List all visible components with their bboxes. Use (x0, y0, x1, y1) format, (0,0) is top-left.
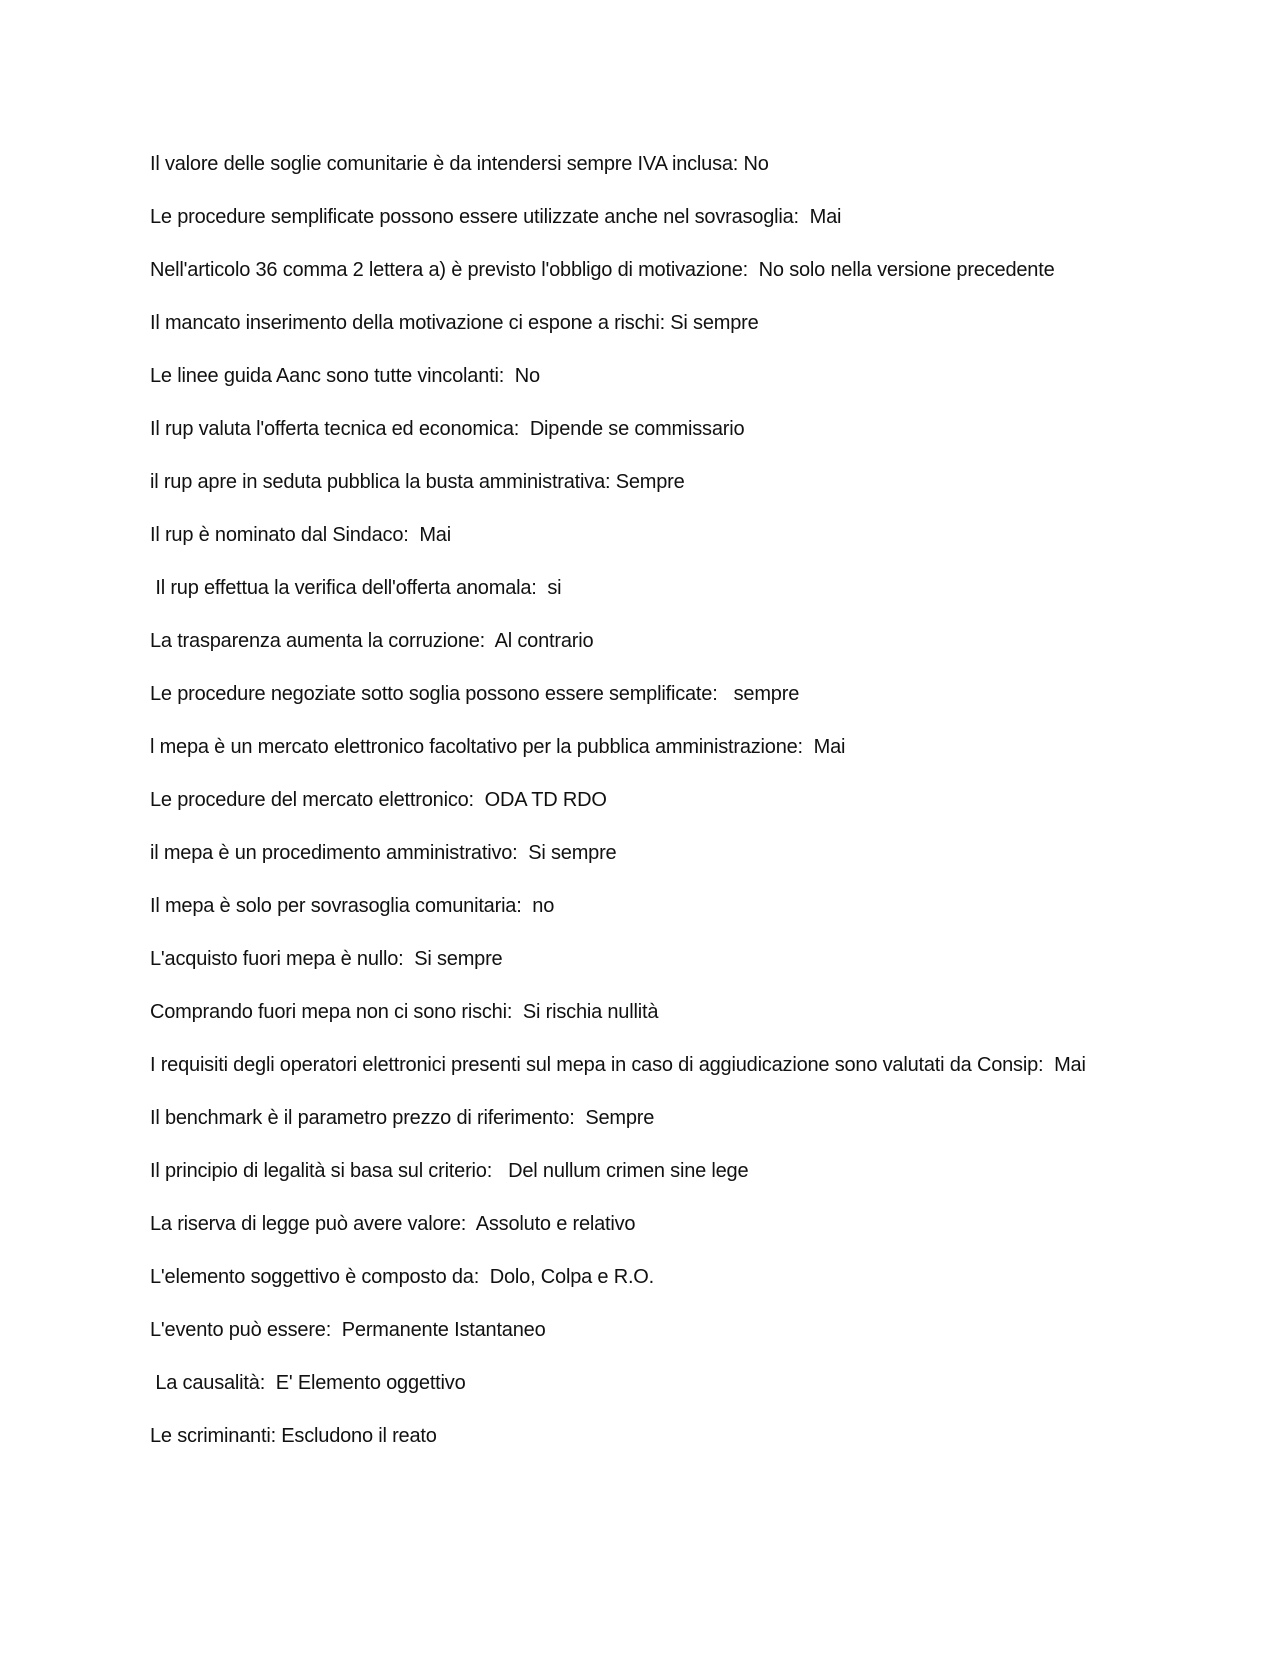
qa-line: Il benchmark è il parametro prezzo di riferimento: Sempre (150, 1107, 655, 1129)
qa-line: Le procedure del mercato elettronico: ODA TD RDO (150, 789, 607, 811)
qa-line: Le procedure semplificate possono essere utilizzate anche nel sovrasoglia: Mai (150, 206, 842, 228)
qa-line: La trasparenza aumenta la corruzione: Al contrario (150, 630, 594, 652)
qa-line: Le linee guida Aanc sono tutte vincolanti: No (150, 365, 540, 387)
qa-line: l mepa è un mercato elettronico facoltativo per la pubblica amministrazione: Mai (150, 736, 846, 758)
qa-line: L'elemento soggettivo è composto da: Dolo, Colpa e R.O. (150, 1266, 655, 1288)
qa-line: Comprando fuori mepa non ci sono rischi: Si rischia nullità (150, 1001, 659, 1023)
qa-line: Le procedure negoziate sotto soglia possono essere semplificate: sempre (150, 683, 800, 705)
qa-line: il mepa è un procedimento amministrativo: Si sempre (150, 842, 617, 864)
qa-line: Le scriminanti: Escludono il reato (150, 1425, 437, 1447)
qa-line: Il rup è nominato dal Sindaco: Mai (150, 524, 451, 546)
qa-line: il rup apre in seduta pubblica la busta amministrativa: Sempre (150, 471, 685, 493)
qa-line: Il principio di legalità si basa sul criterio: Del nullum crimen sine lege (150, 1160, 749, 1182)
qa-line: La riserva di legge può avere valore: Assoluto e relativo (150, 1213, 636, 1235)
qa-line: I requisiti degli operatori elettronici presenti sul mepa in caso di aggiudicazione sono valutati da Consip: Mai (150, 1054, 1086, 1076)
qa-line: Il rup valuta l'offerta tecnica ed economica: Dipende se commissario (150, 418, 745, 440)
qa-list (150, 151, 1230, 1476)
qa-line: Il mepa è solo per sovrasoglia comunitaria: no (150, 895, 555, 917)
qa-line: Nell'articolo 36 comma 2 lettera a) è previsto l'obbligo di motivazione: No solo nella versione precedente (150, 259, 1055, 281)
qa-line: Il valore delle soglie comunitarie è da intendersi sempre IVA inclusa: No (150, 153, 769, 175)
qa-line: La causalità: E' Elemento oggettivo (150, 1372, 466, 1394)
qa-line: Il mancato inserimento della motivazione ci espone a rischi: Si sempre (150, 312, 759, 334)
qa-line: L'acquisto fuori mepa è nullo: Si sempre (150, 948, 503, 970)
qa-line: Il rup effettua la verifica dell'offerta anomala: si (150, 577, 562, 599)
qa-line: L'evento può essere: Permanente Istantaneo (150, 1319, 546, 1341)
